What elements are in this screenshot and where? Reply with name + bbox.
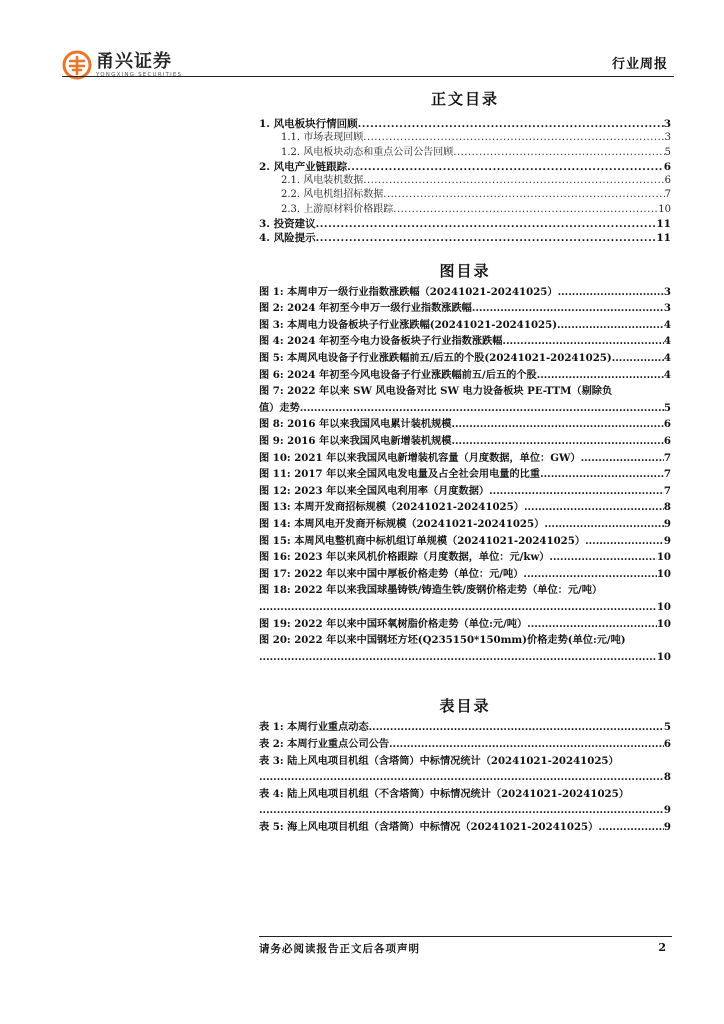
leader-dots — [540, 466, 664, 483]
figure-entry[interactable] — [259, 599, 671, 616]
leader-dots — [383, 188, 664, 202]
toc-entry-label: 1. 风电板块行情回顾 — [259, 118, 358, 130]
figure-entry-page: 9 — [663, 517, 671, 530]
toc-entry-page: 6 — [663, 160, 671, 173]
toc-content — [259, 88, 671, 835]
figure-entry-page: 4 — [663, 352, 671, 365]
leader-dots — [612, 350, 664, 367]
leader-dots — [537, 367, 664, 384]
toc-entry[interactable] — [259, 203, 671, 217]
figure-entry[interactable] — [259, 333, 671, 350]
figure-entry-page: 3 — [663, 285, 671, 298]
leader-dots — [316, 231, 657, 245]
figure-entry-page: 3 — [663, 302, 671, 315]
figure-entry-label-line1[interactable]: 图 20: 2022 年以来中国钢坯方坯(Q235150*150mm)价格走势(单位:元/吨) — [259, 634, 626, 647]
figure-entry-label: 图 14: 本周风电开发商开标规模（20241021-20241025） — [259, 517, 545, 530]
table-entry[interactable] — [259, 802, 671, 819]
leader-dots — [363, 174, 664, 188]
figure-entry-label: 图 1: 本周申万一级行业指数涨跌幅（20241021-20241025） — [259, 285, 558, 298]
toc-entry[interactable] — [259, 217, 671, 231]
table-entry-page: 6 — [663, 737, 671, 750]
tables-list — [259, 719, 671, 835]
toc-entry[interactable] — [259, 231, 671, 245]
leader-dots — [472, 300, 664, 317]
toc-entry-label: 3. 投资建议 — [259, 218, 316, 231]
figure-entry[interactable] — [259, 317, 671, 334]
figure-entry-page: 10 — [656, 617, 671, 630]
table-entry-label: 表 5: 海上风电项目机组（含塔筒）中标情况（20241021-20241025） — [259, 820, 599, 833]
figure-entry-label: 图 13: 本周开发商招标规模（20241021-20241025） — [259, 501, 524, 514]
toc-entry-page: 7 — [664, 189, 671, 201]
toc-entry-page: 3 — [663, 118, 671, 130]
company-name-en: YONGXING SECURITIES — [96, 71, 183, 78]
table-entry[interactable] — [259, 769, 671, 786]
header-divider — [62, 76, 674, 77]
leader-dots — [259, 599, 657, 616]
table-entry-page: 9 — [663, 804, 671, 817]
table-entry-label: 表 2: 本周行业重点公司公告 — [259, 737, 390, 750]
leader-dots — [393, 203, 658, 217]
toc-entry-label: 1.1. 市场表现回顾 — [281, 132, 364, 144]
leader-dots — [557, 317, 664, 334]
leader-dots — [259, 649, 657, 666]
figure-entry[interactable] — [259, 450, 671, 467]
table-entry-label: 表 1: 本周行业重点动态 — [259, 721, 369, 734]
table-entry[interactable] — [259, 736, 671, 753]
figure-entry-label: 图 19: 2022 年以来中国环氧树脂价格走势（单位:元/吨） — [259, 617, 528, 630]
figure-entry-page: 10 — [656, 600, 671, 613]
toc-entry-page: 11 — [656, 232, 671, 245]
figure-entry-page: 8 — [663, 501, 671, 514]
figure-entry-label: 图 6: 2024 年初至今风电设备子行业涨跌幅前五/后五的个股 — [259, 368, 537, 381]
figure-entry-label-line1[interactable]: 图 7: 2022 年以来 SW 风电设备对比 SW 电力设备板块 PE-TTM（剔除负 — [259, 385, 613, 398]
figure-entry-page: 4 — [663, 318, 671, 331]
figure-entry[interactable] — [259, 300, 671, 317]
leader-dots — [259, 769, 664, 786]
leader-dots — [300, 400, 664, 417]
table-entry-label-line1[interactable]: 表 3: 陆上风电项目机组（含塔筒）中标情况统计（20241021-20241025） — [259, 754, 619, 767]
figure-entry-page: 10 — [656, 551, 671, 564]
table-entry[interactable] — [259, 719, 671, 736]
toc-entry-label: 2. 风电产业链跟踪 — [259, 160, 348, 173]
figure-entry-page: 5 — [663, 401, 671, 414]
figure-entry-label: 图 3: 本周电力设备板块子行业涨跌幅(20241021-20241025) — [259, 318, 558, 331]
toc-entry-label: 2.2. 风电机组招标数据 — [281, 189, 384, 201]
figure-entry[interactable] — [259, 400, 671, 417]
toc-entry-label: 2.1. 风电装机数据 — [281, 175, 364, 187]
table-entry-page: 9 — [663, 820, 671, 833]
toc-entry[interactable] — [259, 160, 671, 174]
figure-entry-label: 图 16: 2023 年以来风机价格跟踪（月度数据，单位：元/kw） — [259, 551, 550, 564]
toc-entry[interactable] — [259, 146, 671, 160]
figure-entry[interactable] — [259, 549, 671, 566]
figure-entry[interactable] — [259, 416, 671, 433]
leader-dots — [347, 160, 664, 174]
table-entry-page: 5 — [663, 721, 671, 734]
leader-dots — [523, 566, 656, 583]
figure-entry-page: 7 — [663, 451, 671, 464]
figure-entry[interactable] — [259, 350, 671, 367]
leader-dots — [558, 284, 664, 301]
figure-entry-label: 图 5: 本周风电设备子行业涨跌幅前五/后五的个股(20241021-20241025) — [259, 352, 612, 365]
figure-entry[interactable] — [259, 367, 671, 384]
figure-entry-label: 值）走势 — [259, 401, 300, 414]
leader-dots — [598, 819, 664, 836]
figure-entry-page: 7 — [663, 468, 671, 481]
report-type: 行业周报 — [611, 57, 668, 72]
toc-entry-label: 2.3. 上游原材料价格跟踪 — [281, 203, 394, 215]
figure-entry-label: 图 15: 本周风电整机商中标机组订单规模（20241021-20241025） — [259, 534, 586, 547]
figure-entry[interactable] — [259, 649, 671, 666]
figures-list — [259, 284, 671, 666]
figure-entry-page: 10 — [656, 650, 671, 663]
leader-dots — [369, 719, 664, 736]
toc-title: 正文目录 — [430, 90, 499, 108]
figure-entry[interactable] — [259, 483, 671, 500]
toc-entry[interactable] — [259, 131, 671, 145]
figure-entry-label-line1[interactable]: 图 18: 2022 年以来我国球墨铸铁/铸造生铁/废钢价格走势（单位：元/吨） — [259, 584, 603, 597]
figure-entry[interactable] — [259, 499, 671, 516]
toc-entry-page: 11 — [656, 218, 671, 231]
figure-entry-page: 4 — [663, 335, 671, 348]
leader-dots — [549, 549, 656, 566]
toc-entry-label: 1.2. 风电板块动态和重点公司公告回顾 — [281, 146, 454, 158]
figure-entry[interactable] — [259, 433, 671, 450]
page-number: 2 — [658, 941, 666, 954]
leader-dots — [451, 416, 663, 433]
toc-entry[interactable] — [259, 174, 671, 188]
toc-entry-label: 4. 风险提示 — [259, 232, 316, 245]
footer-disclaimer: 请务必阅读报告正文后各项声明 — [259, 943, 420, 955]
figure-entry[interactable] — [259, 533, 671, 550]
figure-entry-label: 图 10: 2021 年以来我国风电新增装机容量（月度数据，单位：GW） — [259, 451, 581, 464]
leader-dots — [502, 333, 664, 350]
toc-entry-page: 10 — [658, 203, 671, 215]
figure-entry-page: 6 — [663, 435, 671, 448]
company-name-cn: 甬兴证券 — [96, 50, 172, 72]
page-header — [0, 0, 724, 84]
footer-divider — [259, 936, 672, 937]
leader-dots — [581, 450, 664, 467]
leader-dots — [389, 736, 664, 753]
table-entry[interactable] — [259, 819, 671, 836]
toc-entry-page: 5 — [664, 146, 671, 158]
figure-entry-page: 9 — [663, 534, 671, 547]
table-entry-page: 8 — [663, 771, 671, 784]
toc-entry[interactable] — [259, 188, 671, 202]
leader-dots — [585, 533, 664, 550]
leader-dots — [544, 516, 664, 533]
leader-dots — [527, 616, 657, 633]
figure-entry-label: 图 2: 2024 年初至今申万一级行业指数涨跌幅 — [259, 302, 472, 315]
figure-entry[interactable] — [259, 566, 671, 583]
figure-entry-label: 图 17: 2022 年以来中国中厚板价格走势（单位：元/吨） — [259, 567, 524, 580]
leader-dots — [363, 131, 664, 145]
figure-entry-label: 图 11: 2017 年以来全国风电发电量及占全社会用电量的比重 — [259, 468, 541, 481]
leader-dots — [453, 146, 664, 160]
figure-entry-label: 图 12: 2023 年以来全国风电利用率（月度数据） — [259, 484, 490, 497]
leader-dots — [451, 433, 663, 450]
toc-entry-page: 3 — [664, 132, 671, 144]
toc-list — [259, 117, 671, 246]
leader-dots — [259, 802, 664, 819]
table-entry-label-line1[interactable]: 表 4: 陆上风电项目机组（不含塔筒）中标情况统计（20241021-20241025） — [259, 787, 629, 800]
toc-entry[interactable] — [259, 117, 671, 131]
leader-dots — [524, 499, 664, 516]
figure-entry[interactable] — [259, 284, 671, 301]
figure-entry-page: 10 — [656, 567, 671, 580]
tables-title: 表目录 — [439, 697, 491, 716]
leader-dots — [489, 483, 664, 500]
leader-dots — [358, 117, 664, 131]
figure-entry-page: 4 — [663, 368, 671, 381]
leader-dots — [316, 217, 657, 231]
figure-entry-label: 图 9: 2016 年以来我国风电新增装机规模 — [259, 435, 452, 448]
figure-entry[interactable] — [259, 466, 671, 483]
figure-entry-label: 图 8: 2016 年以来我国风电累计装机规模 — [259, 418, 452, 431]
figure-entry-page: 7 — [663, 484, 671, 497]
figure-entry-label: 图 4: 2024 年初至今电力设备板块子行业指数涨跌幅 — [259, 335, 503, 348]
figure-entry[interactable] — [259, 616, 671, 633]
figure-entry[interactable] — [259, 516, 671, 533]
figure-entry-page: 6 — [663, 418, 671, 431]
toc-entry-page: 6 — [664, 175, 671, 187]
figures-title: 图目录 — [439, 261, 491, 280]
